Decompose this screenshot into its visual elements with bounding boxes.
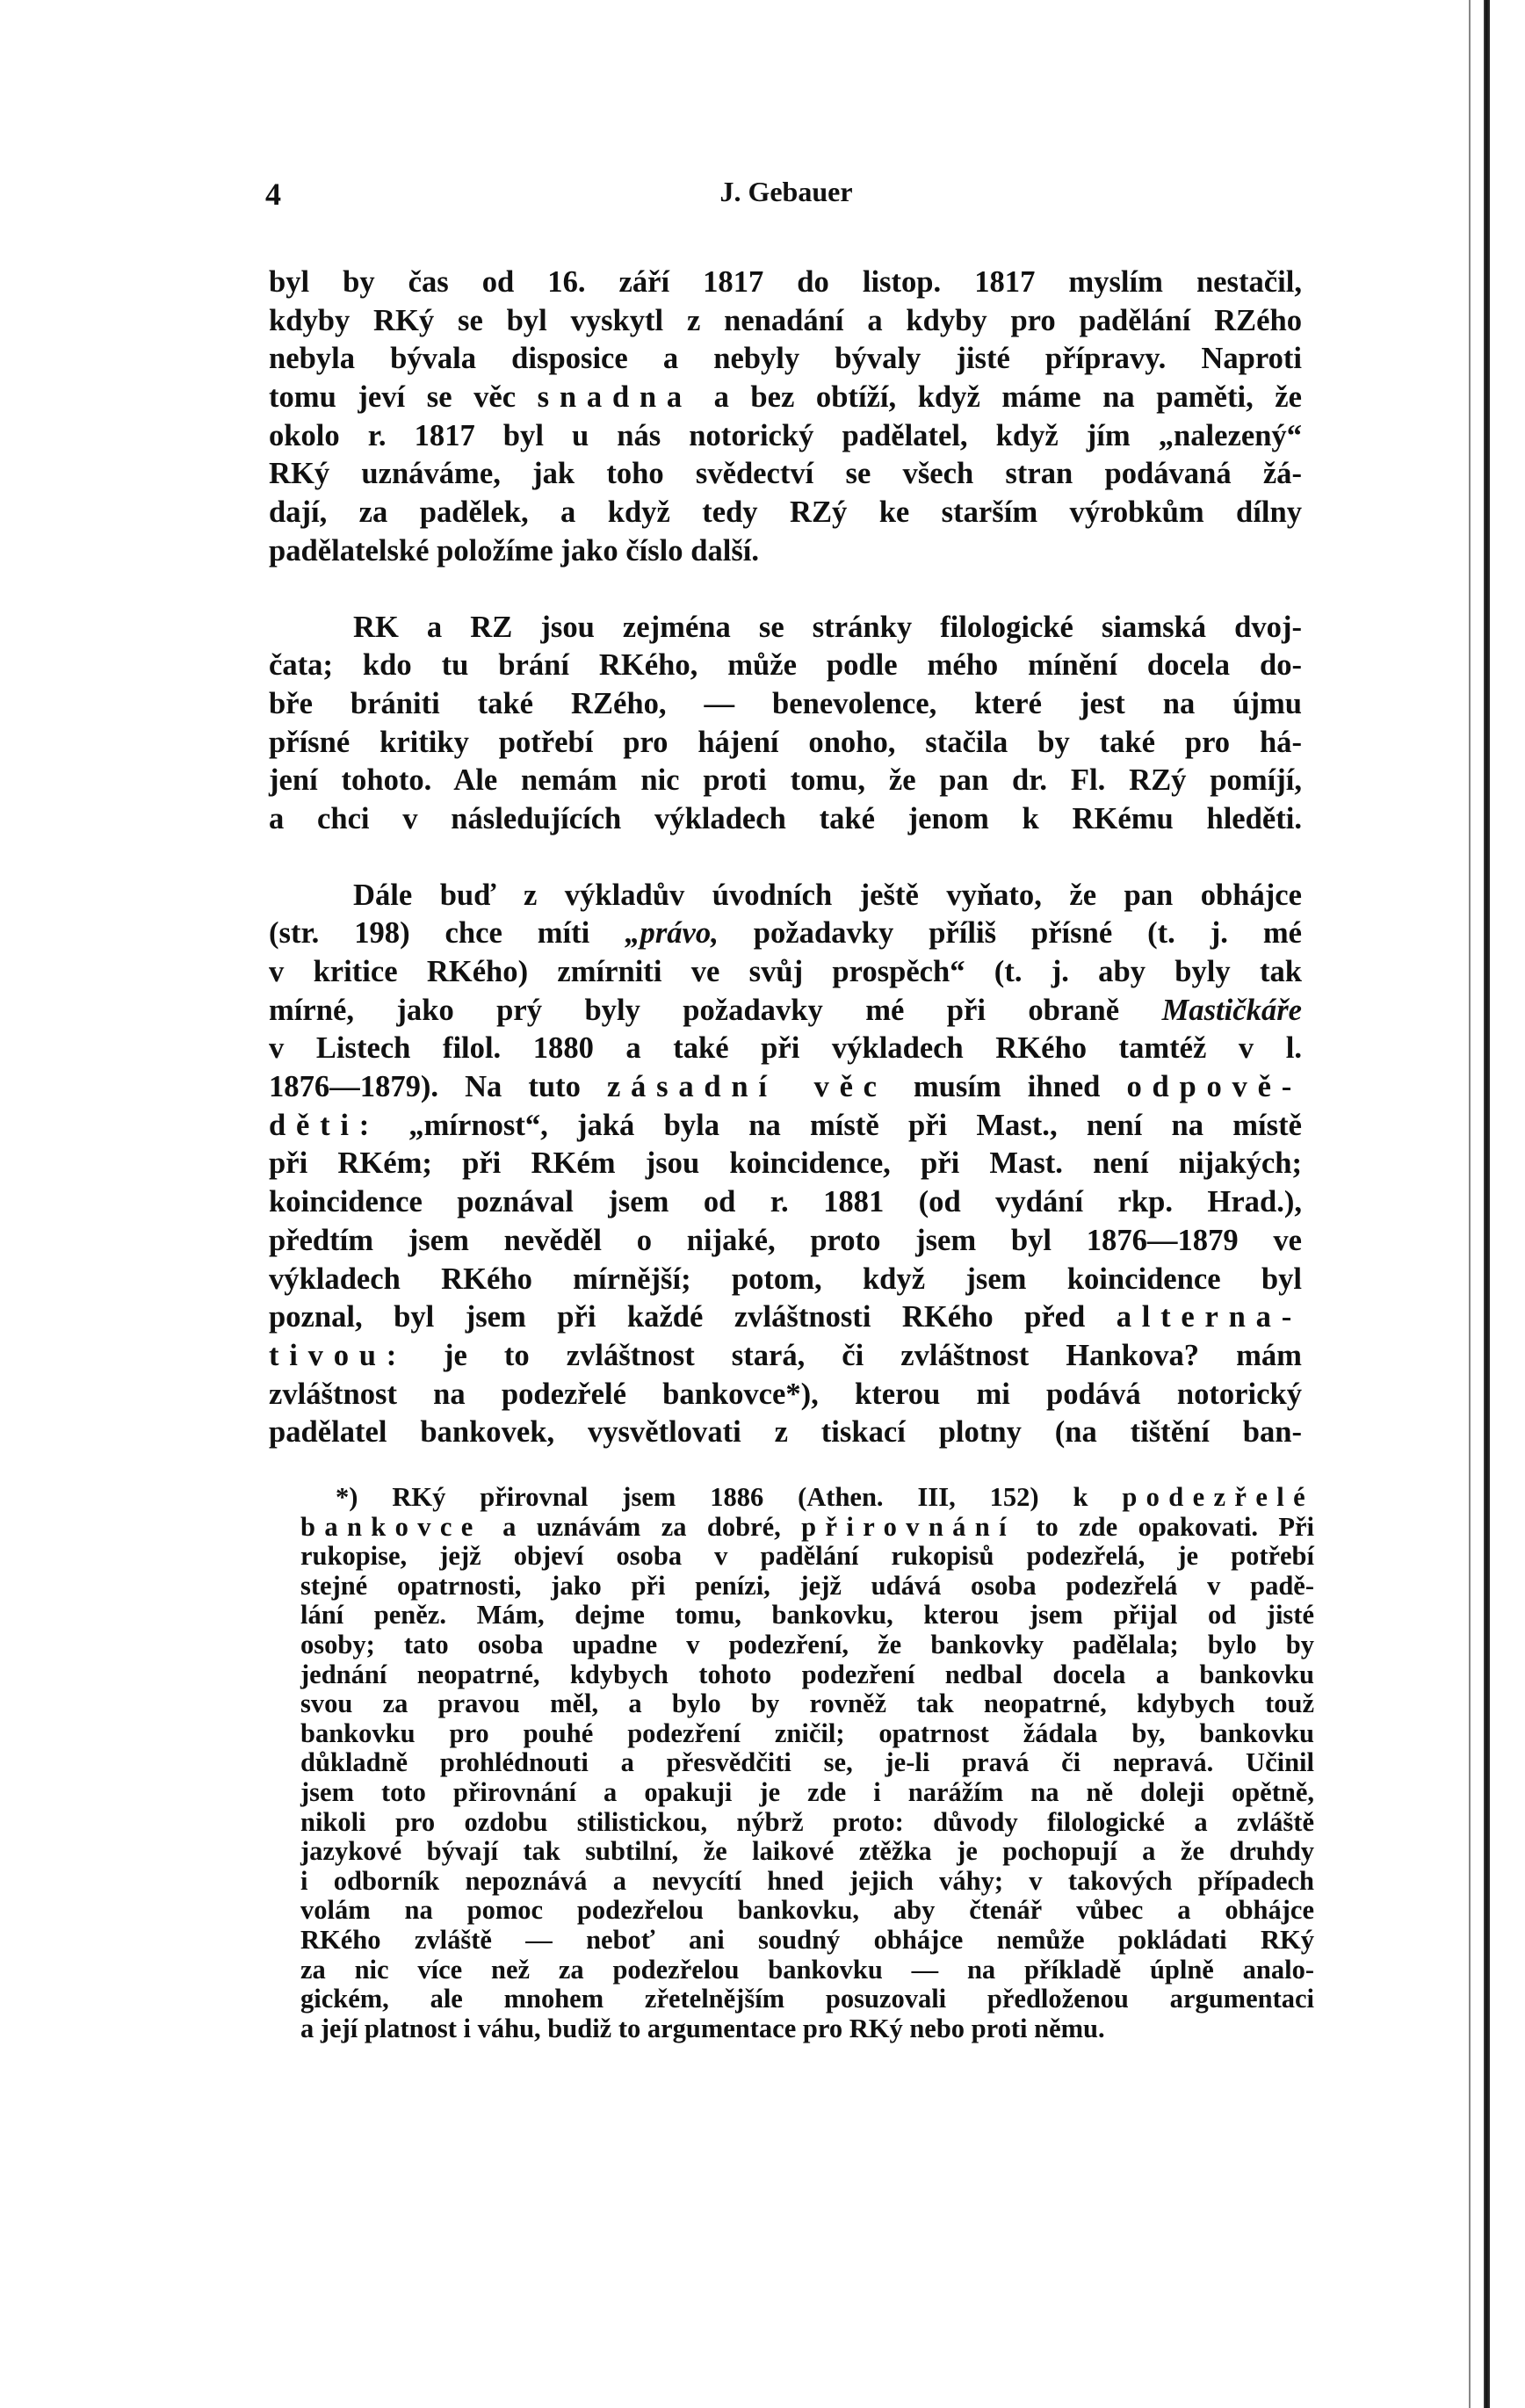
footnote-line: lání peněz. Mám, dejme tomu, bankovku, kterou jsem přijal od jisté [300,1600,1314,1631]
text-line: přísné kritiky potřebí pro hájení onoho, stačila by také pro há- [269,725,1302,759]
text-segment: a bez obtíží, když máme na paměti, že [713,380,1302,415]
footnote-line: jednání neopatrné, kdybych tohoto podezření nedbal docela a bankovku [300,1659,1314,1689]
running-title: J. Gebauer [719,176,853,207]
footnote-line: důkladně prohlédnouti a přesvědčiti se, je-li pravá či nepravá. Učinil [300,1747,1314,1778]
text-segment: „mírnost“, jaká byla na místě při Mast., není na místě [408,1108,1302,1142]
text-line: padělatel bankovek, vysvětlovati z tiskací plotny (na tištění ban- [269,1415,1302,1450]
text-line: padělatelské položíme jako číslo další. [269,533,760,568]
spaced-emphasis: snadna [537,380,692,415]
spaced-emphasis: bankovce [300,1511,482,1542]
spaced-emphasis: tivou: [269,1338,408,1372]
text-segment: mírné, jako prý byly požadavky mé při obraně [269,993,1120,1027]
running-head [265,176,1307,214]
spaced-emphasis: přirovnání [801,1511,1015,1542]
footnote-line [300,1513,1314,1543]
spaced-emphasis: děti: [269,1108,380,1142]
footnote-line: jsem toto přirovnání a opakuji je zde i narážím na ně doleji opětně, [300,1776,1314,1807]
text-line: jení tohoto. Ale nemám nic proti tomu, že pan dr. Fl. RZý pomíjí, [269,763,1302,798]
text-segment: poznal, byl jsem při každé zvláštnosti RKého před [269,1300,1086,1334]
spaced-emphasis: podezřelé [1122,1482,1314,1512]
footnote-line: i odborník nepoznává a nevycítí hned jejich váhy; v takových případech [300,1865,1314,1896]
text-line [269,1107,1302,1146]
text-line: čata; kdo tu brání RKého, může podle mého mínění docela do- [269,648,1302,683]
text-segment: musím ihned [913,1070,1101,1104]
text-segment: to zde opakovati. Při [1036,1511,1315,1542]
footnote-line: a její platnost i váhu, budiž to argumentace pro RKý nebo proti němu. [300,2013,1105,2043]
text-line: bře brániti také RZého, — benevolence, které jest na újmu [269,686,1302,720]
body-text [269,264,1302,1452]
text-line [269,1337,1302,1376]
text-line [269,992,1302,1030]
text-line [269,379,1302,417]
text-segment: a uznávám za dobré, [502,1511,781,1542]
text-segment: 1876—1879). Na tuto [269,1070,581,1104]
footnote-line: rukopise, jejž objeví osoba v padělání rukopisů podezřelá, je potřebí [300,1541,1314,1572]
text-line: okolo r. 1817 byl u nás notorický padělatel, když jím „nalezený“ [269,418,1302,452]
text-line [269,1068,1302,1107]
text-line: při RKém; při RKém jsou koincidence, při Mast. není nijakých; [269,1146,1302,1181]
footnote-line: gickém, ale mnohem zřetelnějším posuzovali předloženou argumentaci [300,1984,1314,2014]
text-line: nebyla bývala disposice a nebyly bývaly jisté přípravy. Naproti [269,342,1302,376]
text-line: RKý uznáváme, jak toho svědectví se všech stran podávaná žá- [269,457,1302,491]
text-segment: tomu jeví se věc [269,380,517,415]
footnote-line: stejné opatrnosti, jako při penízi, jejž udává osoba podezřelá v padě- [300,1570,1314,1601]
page-edge-border [1484,0,1490,2408]
footnote-line: RKého zvláště — neboť ani soudný obhájce nemůže pokládati RKý [300,1924,1314,1955]
italic-emphasis: Mastičkáře [1161,993,1302,1027]
spaced-emphasis: alterna- [1116,1300,1302,1334]
text-line: v Listech filol. 1880 a také při výkladech RKého tamtéž v l. [269,1031,1302,1066]
text-line: koincidence poznával jsem od r. 1881 (od vydání rkp. Hrad.), [269,1185,1302,1219]
text-line: kdyby RKý se byl vyskytl z nenadání a kdyby pro padělání RZého [269,303,1302,337]
text-line: v kritice RKého) zmírniti ve svůj prospěch“ (t. j. aby byly tak [269,955,1302,988]
text-line: a chci v následujících výkladech také jenom k RKému hleděti. [269,801,1302,835]
text-line: předtím jsem nevěděl o nijaké, proto jsem byl 1876—1879 ve [269,1223,1302,1257]
text-line [269,915,1302,953]
text-line: zvláštnost na podezřelé bankovce*), kterou mi podává notorický [269,1377,1302,1411]
page-edge-shadow [1469,0,1471,2408]
spaced-emphasis: odpově- [1126,1070,1302,1104]
footnote-line: volám na pomoc podezřelou bankovku, aby čtenář vůbec a obhájce [300,1895,1314,1926]
footnote-line: jazykové bývají tak subtilní, že laikové ztěžka je pochopují a že druhdy [300,1836,1314,1867]
text-line [269,1298,1302,1337]
page-number: 4 [265,177,281,212]
text-segment: *) RKý přirovnal jsem 1886 (Athen. III, 152) k [336,1482,1088,1512]
text-line: dají, za padělek, a když tedy RZý ke starším výrobkům dílny [269,495,1302,530]
text-segment: požadavky příliš přísné (t. j. mé [753,916,1302,951]
footnote-line: nikoli pro ozdobu stilistickou, nýbrž proto: důvody filologické a zvláště [300,1806,1314,1837]
text-line: byl by čas od 16. září 1817 do listop. 1817 myslím nestačil, [269,265,1302,299]
footnote [300,1483,1314,2043]
text-line: RK a RZ jsou zejména se stránky filologické siamská dvoj- [353,610,1302,644]
text-line: výkladech RKého mírnější; potom, když jsem koincidence byl [269,1262,1302,1296]
spaced-emphasis: zásadní věc [606,1070,887,1104]
italic-emphasis: „právo, [625,916,719,951]
footnote-line: za nic více než za podezřelou bankovku — na příkladě úplně analo- [300,1954,1314,1985]
footnote-line: osoby; tato osoba upadne v podezření, že bankovky padělala; bylo by [300,1629,1314,1660]
text-line: Dále buď z výkladův úvodních ještě vyňato, že pan obhájce [353,878,1302,912]
text-segment: je to zvláštnost stará, či zvláštnost Hankova? mám [444,1338,1302,1372]
footnote-line: svou za pravou měl, a bylo by rovněž tak neopatrné, kdybych touž [300,1688,1314,1719]
footnote-line [300,1483,1314,1513]
footnote-line: bankovku pro pouhé podezření zničil; opatrnost žádala by, bankovku [300,1717,1314,1748]
text-segment: (str. 198) chce míti [269,916,590,951]
